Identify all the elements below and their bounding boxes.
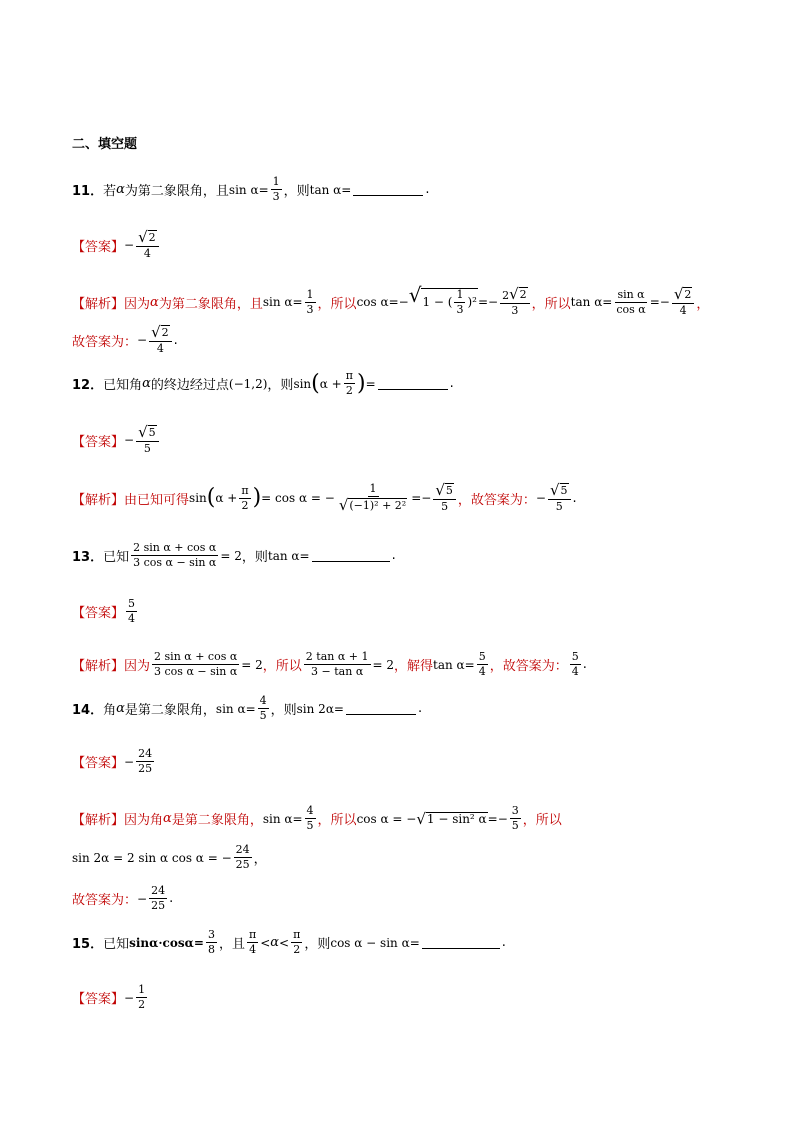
- radicand: 1 − sin² α: [426, 811, 487, 826]
- question-number: 11．: [72, 184, 104, 199]
- denominator: 4: [128, 612, 136, 625]
- math-alpha: α: [163, 811, 172, 826]
- fraction: [126, 598, 137, 625]
- sqrt: √ 2: [509, 285, 527, 303]
- math-eq: =: [464, 657, 475, 672]
- denominator: 3 − tan α: [311, 665, 364, 678]
- math-alpha: α: [270, 935, 280, 950]
- sqrt: √ (−1)² + 2²: [338, 496, 407, 514]
- numerator: 5: [478, 650, 486, 663]
- analysis-12: [72, 483, 577, 513]
- numerator: 4: [306, 804, 314, 817]
- numerator: 1: [456, 288, 464, 301]
- question-text: ，则: [270, 703, 297, 718]
- fraction: [337, 483, 409, 513]
- answer-14: [72, 748, 156, 775]
- fraction: [305, 805, 316, 832]
- question-text: 已知角: [103, 378, 143, 393]
- question-text: 是第二象限角，: [124, 703, 216, 718]
- radicand: 5: [148, 426, 156, 439]
- expr: α +: [215, 491, 238, 505]
- math-eq: =: [365, 376, 376, 391]
- numerator: 5: [128, 597, 136, 610]
- fraction: [149, 885, 167, 912]
- numerator: 5: [571, 650, 579, 663]
- answer-12: [72, 425, 161, 455]
- expr: = 2: [372, 657, 395, 672]
- numerator: [433, 483, 456, 500]
- radicand: (−1)² + 2²: [349, 499, 407, 512]
- fraction: [344, 370, 355, 397]
- question-12: [72, 370, 454, 397]
- expr: )²: [467, 295, 477, 309]
- denominator: 4: [478, 665, 486, 678]
- analysis-text: ，所以: [531, 296, 571, 312]
- analysis-text: 因为: [124, 296, 151, 312]
- question-text: ，则: [283, 184, 310, 199]
- numerator: 2 sin α + cos α: [133, 541, 217, 554]
- numerator: 24: [235, 843, 250, 856]
- math-sin: sin α: [215, 701, 246, 716]
- derivation-14: [72, 844, 267, 871]
- question-15: [72, 929, 506, 956]
- answer-11: [72, 230, 161, 260]
- question-text: 若: [103, 184, 117, 199]
- analysis-14: [72, 805, 562, 832]
- analysis-13: [72, 651, 587, 678]
- analysis-text: ，所以: [522, 813, 562, 828]
- math-eq: =: [487, 811, 498, 826]
- fraction: [136, 425, 159, 455]
- math-sin: sin α: [228, 182, 259, 197]
- analysis-text: ，故答案为：: [457, 492, 536, 508]
- denominator: 5: [143, 442, 151, 455]
- answer-13: [72, 598, 139, 625]
- sqrt: √ 2: [673, 285, 692, 303]
- denominator: 4: [679, 304, 687, 317]
- sqrt: √ 5: [435, 481, 453, 499]
- math-eq: =: [333, 701, 344, 716]
- math-eq: =: [411, 491, 422, 505]
- fraction: [291, 929, 302, 956]
- question-text: 角: [103, 703, 117, 718]
- question-text: 已知: [103, 937, 130, 952]
- denominator: 2: [138, 998, 146, 1011]
- question-text: 为第二象限角，且: [124, 184, 229, 199]
- denominator: 4: [156, 342, 164, 355]
- numerator: [149, 325, 172, 342]
- numerator: 2 tan α + 1: [305, 650, 369, 663]
- analysis-text: 是第二象限角，: [171, 813, 263, 828]
- analysis-tag: 【解析】: [72, 296, 125, 312]
- expr: = cos α = −: [261, 491, 335, 505]
- math-eq: =: [193, 935, 204, 950]
- question-text: ，且: [218, 937, 245, 952]
- math-eq: =: [477, 295, 489, 309]
- fraction: [510, 805, 521, 832]
- numerator: π: [241, 483, 249, 497]
- denominator: 2: [241, 498, 249, 512]
- denominator: 5: [441, 500, 449, 513]
- denominator: 2: [293, 943, 301, 956]
- math-minus: −: [421, 491, 432, 505]
- fraction: [152, 651, 239, 678]
- denominator: 5: [511, 819, 519, 832]
- answer-tag: 【答案】: [72, 756, 125, 771]
- expr: cos α − sin α: [330, 935, 410, 950]
- numerator: 1: [272, 175, 280, 188]
- denominator: 5: [555, 500, 563, 513]
- math-tan: tan α: [570, 295, 603, 309]
- denominator: 3: [306, 302, 314, 316]
- math-point: (−1,2): [228, 376, 268, 391]
- analysis-text: 为第二象限角，且: [158, 296, 263, 312]
- math-alpha: α: [116, 701, 125, 716]
- numerator: 24: [151, 884, 166, 897]
- math-sin: sin α: [262, 811, 293, 826]
- expr: sinα·cosα: [129, 935, 194, 950]
- numerator: [548, 483, 571, 500]
- analysis-text: ，所以: [317, 296, 357, 312]
- math-eq: =: [299, 548, 310, 563]
- question-14: [72, 695, 422, 722]
- analysis-text: 因为角: [124, 813, 164, 828]
- sqrt: √ 2: [151, 323, 169, 341]
- period: .: [417, 701, 423, 716]
- analysis-11: [72, 283, 710, 317]
- denominator: 3 cos α − sin α: [133, 556, 217, 569]
- denominator: 3: [511, 304, 519, 317]
- math-alpha: α: [116, 182, 125, 197]
- denominator: 3 cos α − sin α: [154, 665, 238, 678]
- numerator: π: [248, 928, 257, 941]
- paren-open: (: [311, 370, 320, 396]
- math-tan: tan α: [309, 182, 342, 197]
- fraction: [570, 651, 581, 678]
- answer-blank: [422, 936, 500, 949]
- analysis-tag: 【解析】: [72, 659, 125, 674]
- math-tan: tan α: [267, 548, 300, 563]
- numerator: [500, 287, 530, 304]
- math-lt: <: [260, 935, 271, 950]
- numerator: 1: [138, 983, 146, 996]
- sqrt: √ 5: [138, 423, 156, 441]
- denominator: 25: [151, 899, 166, 912]
- comma: ，: [253, 852, 267, 867]
- question-13: [72, 542, 396, 569]
- sqrt: √ 1 − sin² α: [416, 809, 487, 828]
- fraction: [548, 483, 571, 513]
- fraction: [304, 651, 371, 678]
- math-tan: tan α: [433, 657, 465, 672]
- expr: = 2: [241, 657, 263, 672]
- expr: cos α = −: [356, 811, 417, 826]
- denominator: [337, 497, 409, 513]
- analysis-text: 因为: [124, 659, 151, 674]
- math-sin: sin α: [262, 295, 293, 309]
- radicand: 2: [161, 326, 169, 339]
- fraction: [206, 929, 217, 956]
- answer-blank: [353, 183, 423, 196]
- math-minus: −: [488, 295, 499, 309]
- section-title: 二、填空题: [72, 137, 138, 152]
- math-eq: =: [245, 701, 256, 716]
- math-minus: −: [124, 433, 135, 447]
- denominator: cos α: [616, 302, 646, 316]
- question-number: 14．: [72, 703, 104, 718]
- math-minus: −: [497, 811, 508, 826]
- math-lt: <: [279, 935, 290, 950]
- math-eq: =: [409, 935, 420, 950]
- answer-blank: [378, 377, 448, 390]
- expr: 1 − (: [422, 295, 453, 309]
- expr: sin 2α = 2 sin α cos α = −: [72, 850, 232, 865]
- denominator: 8: [207, 943, 215, 956]
- numerator: π: [345, 369, 353, 382]
- math-sin2a: sin 2α: [296, 701, 334, 716]
- math-minus: −: [124, 238, 135, 252]
- sqrt: √ 2: [138, 228, 156, 246]
- denominator: 2: [345, 384, 353, 397]
- question-number: 12．: [72, 378, 104, 393]
- period: .: [173, 332, 178, 348]
- paren-close: ): [252, 485, 262, 510]
- answer-tag: 【答案】: [72, 434, 125, 450]
- question-text: ，则: [267, 378, 294, 393]
- fraction: [271, 176, 282, 203]
- numerator: [136, 425, 159, 442]
- conclusion-11: [72, 325, 178, 355]
- denominator: 25: [138, 762, 153, 775]
- math-minus: −: [535, 491, 546, 505]
- question-text: ，则: [241, 550, 268, 565]
- fraction: [305, 289, 316, 316]
- fraction: [433, 483, 456, 513]
- conclusion-14: [72, 885, 173, 912]
- math-alpha: α: [150, 294, 159, 310]
- analysis-text: ，故答案为：: [489, 659, 568, 674]
- numerator: 3: [207, 928, 215, 941]
- paren-close: ): [356, 370, 366, 396]
- math-alpha: α: [142, 376, 151, 391]
- conclusion-text: 故答案为：: [72, 893, 138, 908]
- math-minus: −: [659, 295, 670, 309]
- answer-15: [72, 984, 149, 1011]
- numerator: 3: [511, 804, 519, 817]
- math-minus: −: [124, 754, 135, 769]
- radicand: 2: [148, 231, 156, 244]
- analysis-text: ，解得: [394, 659, 434, 674]
- math-eq: =: [341, 182, 352, 197]
- answer-tag: 【答案】: [72, 992, 125, 1007]
- sqrt: √ 1 − ( $\frac{1}{3}$ )²: [408, 283, 477, 316]
- numerator: 4: [259, 694, 267, 707]
- denominator: 5: [306, 819, 314, 832]
- fraction: [131, 542, 218, 569]
- answer-tag: 【答案】: [72, 606, 125, 621]
- denominator: 3: [272, 190, 280, 203]
- numerator: sin α: [617, 287, 645, 301]
- expr: α +: [319, 376, 342, 391]
- coef: 2: [502, 289, 510, 302]
- math-minus: −: [137, 891, 148, 906]
- math-sin: sin: [293, 376, 312, 391]
- sqrt: √ 5: [549, 481, 568, 499]
- fraction: [258, 695, 269, 722]
- period: .: [572, 490, 577, 506]
- fraction: [247, 929, 258, 956]
- math-minus: −: [398, 295, 409, 309]
- fraction: [234, 844, 252, 871]
- answer-blank: [312, 549, 390, 562]
- fraction: [477, 651, 488, 678]
- math-eq: =: [258, 182, 269, 197]
- denominator: 4: [249, 943, 257, 956]
- analysis-tag: 【解析】: [72, 492, 125, 508]
- numerator: π: [293, 928, 301, 941]
- fraction: [239, 485, 250, 512]
- radicand: 5: [560, 484, 568, 497]
- numerator: 2 sin α + cos α: [154, 650, 238, 663]
- question-11: [72, 176, 429, 203]
- fraction: [136, 748, 154, 775]
- analysis-text: ，: [696, 296, 710, 312]
- radicand: [421, 288, 478, 316]
- fraction: [672, 287, 695, 317]
- math-eq: =: [602, 295, 613, 309]
- analysis-text: ，所以: [262, 659, 302, 674]
- math-eq: =: [388, 295, 399, 309]
- answer-blank: [346, 702, 416, 715]
- radicand: 2: [684, 288, 692, 301]
- radicand: 2: [519, 288, 527, 301]
- analysis-text: ，所以: [317, 813, 357, 828]
- fraction: [500, 287, 530, 317]
- answer-tag: 【答案】: [72, 239, 125, 255]
- radicand: 5: [445, 484, 453, 497]
- fraction: [136, 984, 147, 1011]
- denominator: 4: [571, 665, 579, 678]
- numerator: [136, 230, 159, 247]
- math-minus: −: [137, 333, 148, 347]
- fraction: [454, 289, 465, 316]
- analysis-text: 由已知可得: [124, 492, 190, 508]
- math-cos: cos α: [356, 295, 389, 309]
- numerator: 1: [369, 482, 377, 495]
- denominator: 4: [143, 247, 151, 260]
- period: .: [582, 657, 587, 672]
- denominator: 25: [235, 858, 250, 871]
- numerator: [672, 287, 695, 304]
- fraction: [614, 289, 647, 316]
- question-number: 15．: [72, 937, 104, 952]
- numerator: 24: [138, 747, 153, 760]
- period: .: [169, 891, 174, 906]
- question-text: ，则: [304, 937, 331, 952]
- math-eq: =: [292, 295, 303, 309]
- conclusion-text: 故答案为：: [72, 334, 138, 350]
- period: .: [501, 935, 506, 950]
- period: .: [425, 182, 430, 197]
- math-sin: sin: [189, 491, 207, 505]
- math-eq: =: [649, 295, 660, 309]
- paren-open: (: [206, 485, 216, 510]
- analysis-tag: 【解析】: [72, 813, 125, 828]
- denominator: 5: [259, 709, 267, 722]
- fraction: [149, 325, 172, 355]
- fraction: [136, 230, 159, 260]
- period: .: [449, 376, 454, 391]
- question-text: 已知: [103, 550, 130, 565]
- math-minus: −: [124, 990, 135, 1005]
- denominator: 3: [456, 303, 464, 316]
- question-number: 13．: [72, 550, 104, 565]
- question-text: 的终边经过点: [150, 378, 229, 393]
- period: .: [391, 548, 396, 563]
- numerator: 1: [306, 287, 314, 301]
- math-eq: =: [292, 811, 303, 826]
- expr: = 2: [220, 548, 242, 563]
